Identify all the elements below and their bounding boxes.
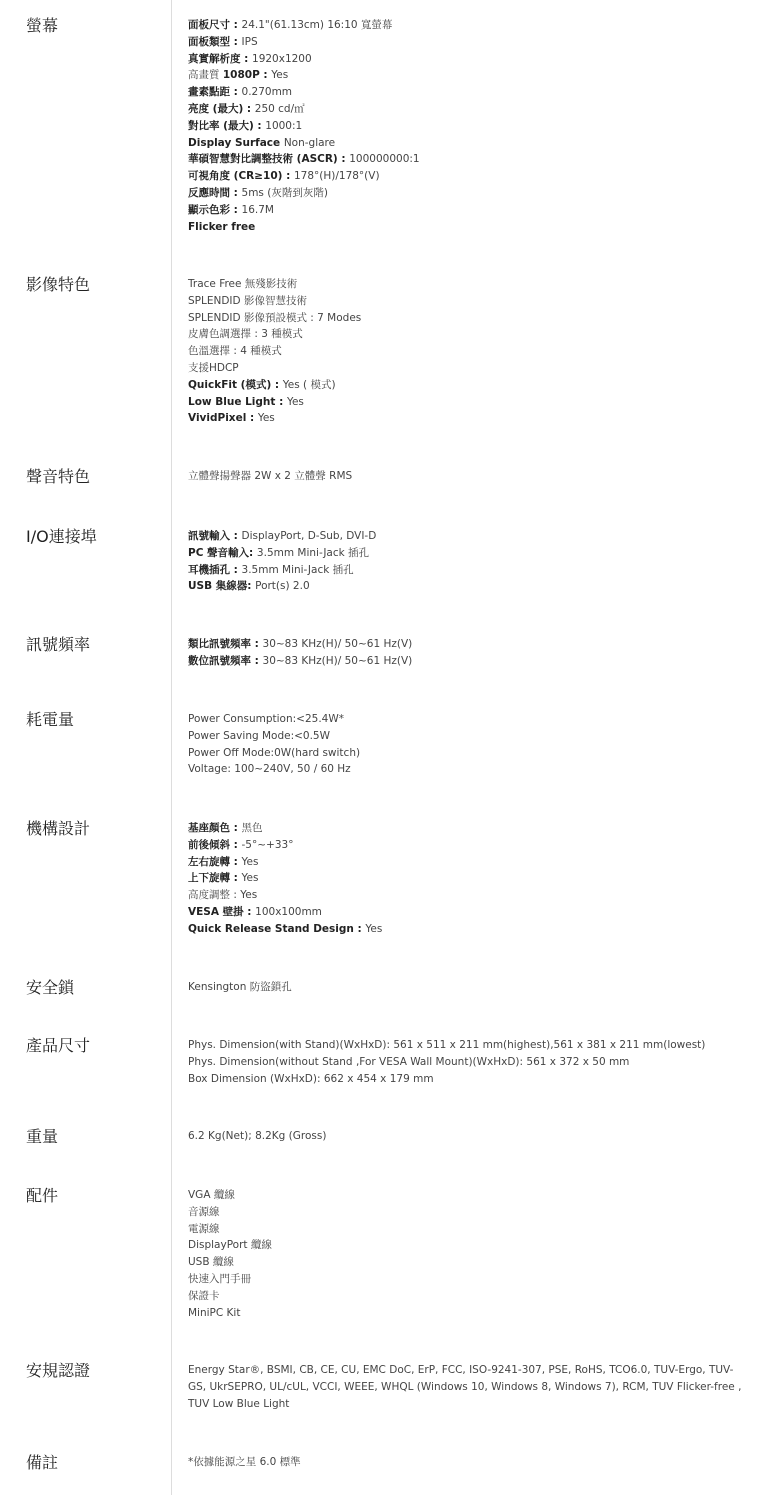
spec-value: *依據能源之星 6.0 標準 — [188, 1456, 301, 1468]
spec-value: 16.7M — [241, 203, 274, 216]
spec-row — [188, 870, 748, 887]
spec-value: 100x100mm — [255, 905, 322, 918]
spec-row — [188, 293, 748, 310]
section-label: 訊號頻率 — [26, 635, 91, 654]
spec-value: 1920x1200 — [252, 52, 312, 65]
spec-row — [188, 1037, 748, 1054]
spec-key: 數位訊號頻率 : — [188, 654, 263, 667]
spec-value: Port(s) 2.0 — [255, 580, 310, 593]
section-label: 耗電量 — [26, 710, 75, 729]
spec-row — [188, 761, 748, 778]
section-body — [188, 979, 748, 996]
spec-value: Trace Free 無殘影技術 — [188, 278, 298, 290]
spec-value: 支援HDCP — [188, 361, 239, 374]
spec-row — [188, 326, 748, 343]
spec-value: 1000:1 — [265, 119, 303, 132]
spec-row — [188, 837, 748, 854]
spec-key: Quick Release Stand Design : — [188, 922, 366, 935]
spec-row — [188, 135, 748, 152]
spec-key: Low Blue Light : — [188, 395, 287, 408]
spec-key: 基座顏色 : — [188, 822, 242, 834]
spec-key: QuickFit (模式) : — [188, 378, 283, 391]
section-label: 產品尺寸 — [26, 1036, 91, 1055]
spec-row — [188, 545, 748, 562]
spec-row — [188, 578, 748, 595]
spec-row — [188, 360, 748, 377]
spec-value: 快速入門手冊 — [188, 1272, 251, 1285]
spec-row — [188, 653, 748, 670]
spec-value: 高畫質 — [188, 69, 223, 82]
spec-value: Phys. Dimension(with Stand)(WxHxD): 561 x 511 x 211 mm(highest),561 x 381 x 211 mm(lowest) — [188, 1039, 706, 1051]
section-label: 配件 — [26, 1186, 59, 1205]
spec-key: 1080P : — [222, 69, 272, 82]
section-body — [188, 276, 748, 427]
spec-row — [188, 1187, 748, 1204]
spec-row — [188, 854, 748, 871]
spec-value: Box Dimension (WxHxD): 662 x 454 x 179 mm — [188, 1072, 434, 1085]
spec-row — [188, 118, 748, 135]
spec-value: 3.5mm Mini-Jack 插孔 — [256, 546, 370, 559]
spec-value: 30~83 KHz(H)/ 50~61 Hz(V) — [262, 638, 413, 650]
spec-key: 對比率 (最大) : — [188, 119, 266, 132]
spec-row — [188, 151, 748, 168]
spec-row — [188, 904, 748, 921]
spec-key: 真實解析度 : — [188, 52, 253, 65]
spec-value: 高度調整 : Yes — [188, 889, 258, 902]
spec-row — [188, 1288, 748, 1305]
spec-row — [188, 67, 748, 84]
column-divider — [171, 0, 172, 1495]
section-body — [188, 636, 748, 670]
spec-row — [188, 979, 748, 996]
spec-row — [188, 711, 748, 728]
spec-row — [188, 820, 748, 837]
spec-key: VividPixel : — [188, 412, 258, 425]
spec-key: 畫素點距 : — [188, 86, 242, 99]
spec-row — [188, 202, 748, 219]
spec-value: DisplayPort, D-Sub, DVI-D — [241, 530, 377, 542]
spec-value: 30~83 KHz(H)/ 50~61 Hz(V) — [262, 654, 413, 667]
spec-value: Yes ( 模式) — [282, 378, 336, 391]
spec-key: 上下旋轉 : — [188, 872, 242, 885]
spec-value: 5ms (灰階到灰階) — [241, 186, 328, 199]
spec-value: 皮膚色調選擇 : 3 種模式 — [188, 328, 303, 341]
section-body — [188, 528, 748, 595]
section-body — [188, 468, 748, 485]
section-body — [188, 17, 748, 235]
spec-value: VGA 纜線 — [188, 1189, 235, 1201]
spec-value: Yes — [241, 855, 259, 868]
spec-key: 左右旋轉 : — [188, 855, 242, 868]
spec-key: VESA 壁掛 : — [188, 905, 256, 918]
spec-key: 面板類型 : — [188, 35, 242, 48]
spec-row — [188, 745, 748, 762]
spec-value: Yes — [241, 872, 259, 885]
spec-row — [188, 728, 748, 745]
spec-key: PC 聲音輸入: — [188, 546, 257, 559]
section-label: 重量 — [26, 1127, 59, 1146]
spec-value: USB 纜線 — [188, 1256, 234, 1269]
spec-value: 電源線 — [188, 1222, 220, 1235]
spec-value: 色溫選擇 : 4 種模式 — [188, 345, 282, 358]
spec-row — [188, 1221, 748, 1238]
spec-value: 178°(H)/178°(V) — [293, 170, 380, 183]
section-label: 影像特色 — [26, 275, 91, 294]
spec-value: SPLENDID 影像預設模式 : 7 Modes — [188, 311, 362, 324]
section-body — [188, 1037, 748, 1087]
spec-value: Non-glare — [283, 136, 336, 149]
section-label: 聲音特色 — [26, 467, 91, 486]
spec-row — [188, 276, 748, 293]
spec-value: -5°~+33° — [241, 838, 294, 851]
spec-value: IPS — [241, 35, 258, 48]
spec-row — [188, 1128, 748, 1145]
spec-value: MiniPC Kit — [188, 1306, 241, 1319]
spec-key: 顯示色彩 : — [188, 203, 242, 216]
spec-row — [188, 410, 748, 427]
spec-row — [188, 1305, 748, 1322]
spec-row — [188, 468, 748, 485]
spec-row — [188, 1204, 748, 1221]
spec-row — [188, 219, 748, 236]
spec-key: Display Surface — [188, 136, 284, 149]
spec-row — [188, 101, 748, 118]
spec-value: DisplayPort 纜線 — [188, 1239, 272, 1252]
section-label: 備註 — [26, 1453, 59, 1472]
section-body — [188, 1362, 748, 1412]
spec-value: SPLENDID 影像智慧技術 — [188, 294, 307, 307]
spec-key: 類比訊號頻率 : — [188, 638, 263, 650]
spec-row — [188, 17, 748, 34]
spec-value: Yes — [257, 412, 275, 425]
spec-value: 黑色 — [241, 822, 263, 834]
section-label: 螢幕 — [26, 16, 59, 35]
spec-key: 亮度 (最大) : — [188, 102, 255, 115]
section-label: 機構設計 — [26, 819, 91, 838]
spec-key: 訊號輸入 : — [188, 530, 242, 542]
spec-value: Phys. Dimension(without Stand ,For VESA Wall Mount)(WxHxD): 561 x 372 x 50 mm — [188, 1055, 630, 1068]
spec-value: 24.1"(61.13cm) 16:10 寬螢幕 — [241, 19, 393, 31]
spec-row — [188, 1271, 748, 1288]
section-body — [188, 820, 748, 938]
section-body — [188, 711, 748, 778]
spec-row — [188, 343, 748, 360]
spec-key: 華碩智慧對比調整技術 (ASCR) : — [188, 153, 350, 166]
spec-key: 前後傾斜 : — [188, 838, 242, 851]
spec-row — [188, 1237, 748, 1254]
section-body — [188, 1128, 748, 1145]
spec-value: 100000000:1 — [349, 153, 420, 166]
spec-row — [188, 310, 748, 327]
spec-key: 耳機插孔 : — [188, 563, 242, 576]
spec-key: USB 集線器: — [188, 580, 256, 593]
spec-row — [188, 636, 748, 653]
spec-row — [188, 562, 748, 579]
spec-row — [188, 51, 748, 68]
section-label: I/O連接埠 — [26, 527, 97, 546]
spec-value: 立體聲揚聲器 2W x 2 立體聲 RMS — [188, 470, 353, 482]
spec-key: 反應時間 : — [188, 186, 242, 199]
spec-value: Power Off Mode:0W(hard switch) — [188, 746, 361, 759]
spec-row — [188, 1071, 748, 1088]
spec-value: Yes — [271, 69, 289, 82]
spec-row — [188, 377, 748, 394]
spec-row — [188, 887, 748, 904]
spec-value: 保證卡 — [188, 1289, 220, 1302]
spec-value: 3.5mm Mini-Jack 插孔 — [241, 563, 354, 576]
spec-row — [188, 921, 748, 938]
spec-key: 可視角度 (CR≥10) : — [188, 170, 294, 183]
spec-value: 0.270mm — [241, 86, 293, 99]
section-label: 安全鎖 — [26, 978, 75, 997]
spec-value: Voltage: 100~240V, 50 / 60 Hz — [188, 763, 351, 776]
spec-row — [188, 528, 748, 545]
spec-row — [188, 168, 748, 185]
spec-row — [188, 34, 748, 51]
section-body — [188, 1454, 748, 1471]
spec-value: Power Consumption:<25.4W* — [188, 713, 344, 725]
spec-key: Flicker free — [188, 220, 256, 233]
spec-value: 6.2 Kg(Net); 8.2Kg (Gross) — [188, 1130, 327, 1142]
section-label: 安規認證 — [26, 1361, 91, 1380]
spec-row — [188, 1054, 748, 1071]
spec-row — [188, 394, 748, 411]
spec-key: 面板尺寸 : — [188, 19, 242, 31]
spec-value: 250 cd/㎡ — [254, 102, 305, 115]
spec-row — [188, 1454, 748, 1471]
spec-value: Yes — [286, 395, 304, 408]
spec-row — [188, 185, 748, 202]
section-body — [188, 1187, 748, 1321]
spec-value: Power Saving Mode:<0.5W — [188, 729, 330, 742]
spec-row — [188, 84, 748, 101]
spec-value: Kensington 防盜鎖孔 — [188, 981, 292, 993]
spec-row — [188, 1362, 748, 1412]
spec-value: Yes — [365, 922, 383, 935]
spec-value: Energy Star®, BSMI, CB, CE, CU, EMC DoC, ErP, FCC, ISO-9241-307, PSE, RoHS, TCO6.0, TUV-Ergo, TUV-GS, UkrSEPRO, UL/cUL, VCCI, WEEE, WHQL (Windows 10, Windows 8, Windows 7), RCM, TUV Flicker-free , TUV Low Blue Light — [188, 1364, 742, 1410]
spec-row — [188, 1254, 748, 1271]
spec-value: 音源線 — [188, 1205, 220, 1218]
